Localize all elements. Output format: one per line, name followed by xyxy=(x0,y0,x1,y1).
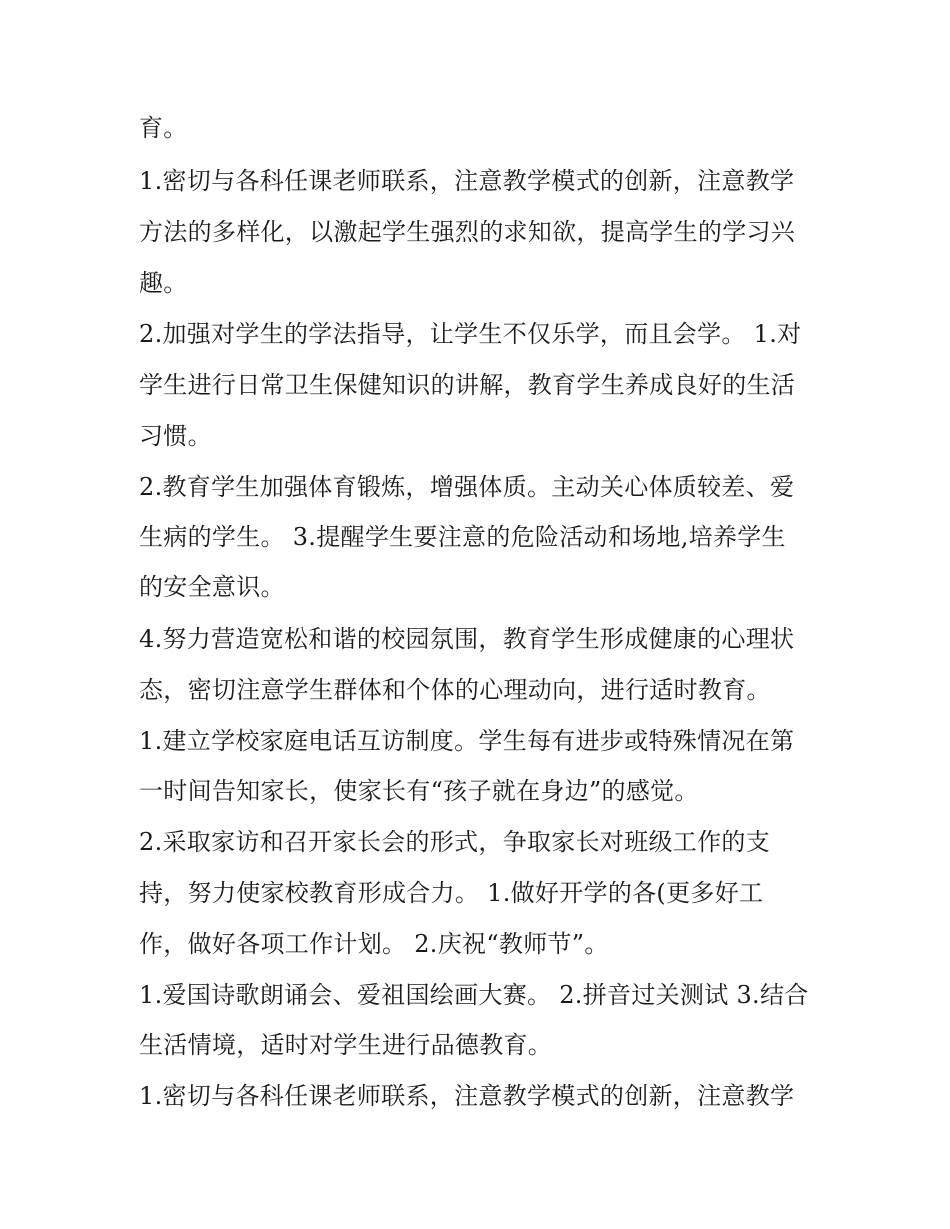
text-line: 2.采取家访和召开家长会的形式，争取家长对班级工作的支 xyxy=(139,828,770,856)
text-line: 4.努力营造宽松和谐的校园氛围，教育学生形成健康的心理状 xyxy=(139,625,795,653)
text-line: 1.密切与各科任课老师联系，注意教学模式的创新，注意教学 xyxy=(139,1082,795,1110)
text-line: 1.密切与各科任课老师联系，注意教学模式的创新，注意教学 xyxy=(139,167,795,195)
text-line: 作，做好各项工作计划。 2.庆祝“教师节”。 xyxy=(139,930,609,958)
text-line: 1.爱国诗歌朗诵会、爱祖国绘画大赛。 2.拼音过关测试 3.结合 xyxy=(139,981,809,1009)
text-line: 的安全意识。 xyxy=(139,573,285,601)
text-line: 方法的多样化，以激起学生强烈的求知欲，提高学生的学习兴 xyxy=(139,218,796,246)
text-line: 2.加强对学生的学法指导，让学生不仅乐学，而且会学。 1.对 xyxy=(139,320,802,348)
text-line: 学生进行日常卫生保健知识的讲解，教育学生养成良好的生活 xyxy=(139,371,796,399)
text-line: 1.建立学校家庭电话互访制度。学生每有进步或特殊情况在第 xyxy=(139,727,795,755)
text-line: 态，密切注意学生群体和个体的心理动向，进行适时教育。 xyxy=(139,676,771,704)
text-line: 育。 xyxy=(139,114,188,142)
text-line: 持，努力使家校教育形成合力。 1.做好开学的各(更多好工 xyxy=(139,879,764,907)
text-line: 一时间告知家长，使家长有“孩子就在身边”的感觉。 xyxy=(139,777,699,805)
text-line: 习惯。 xyxy=(139,422,212,450)
text-line: 2.教育学生加强体育锻炼，增强体质。主动关心体质较差、爱 xyxy=(139,473,795,501)
text-line: 生活情境，适时对学生进行品德教育。 xyxy=(139,1031,553,1059)
text-line: 趣。 xyxy=(139,269,188,297)
text-line: 生病的学生。 3.提醒学生要注意的危险活动和场地,培养学生 xyxy=(139,523,786,551)
